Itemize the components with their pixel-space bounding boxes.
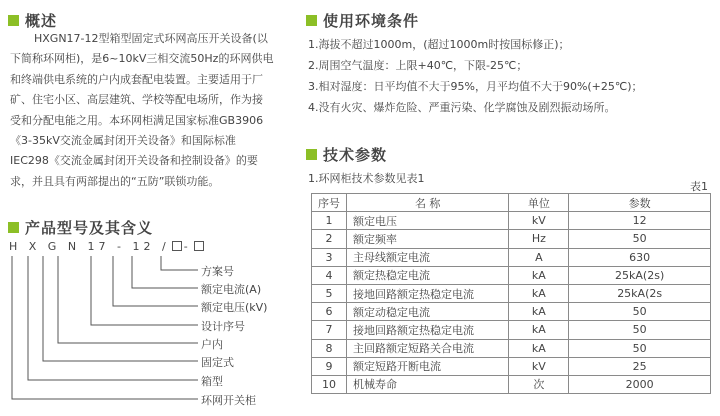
row-no: 7 xyxy=(312,321,347,339)
row-no: 3 xyxy=(312,248,347,266)
row-value: 12 xyxy=(569,212,711,230)
params-intro: 1.环网柜技术参数见表1 xyxy=(308,172,425,185)
model-code-prefix: H X G N 17 - 12 / xyxy=(9,240,170,253)
row-unit: 次 xyxy=(509,375,569,393)
row-value: 50 xyxy=(569,303,711,321)
row-no: 4 xyxy=(312,266,347,284)
rated-voltage-label: 额定电压(kV) xyxy=(201,301,268,314)
overview-line: 和终端供电系统的户内成套配电装置。主要适用于厂 xyxy=(10,72,263,86)
row-unit: kV xyxy=(509,357,569,375)
table-row xyxy=(312,357,711,375)
table-row xyxy=(312,230,711,248)
rated-current-label: 额定电流(A) xyxy=(201,283,262,296)
overview-line: 矿、住宅小区、高层建筑、学校等配电场所，作为接 xyxy=(10,93,263,107)
table-row xyxy=(312,303,711,321)
table-row xyxy=(312,375,711,393)
row-no: 2 xyxy=(312,230,347,248)
table-label: 表1 xyxy=(690,180,708,193)
col-header-unit: 单位 xyxy=(509,194,569,212)
row-value: 2000 xyxy=(569,375,711,393)
overview-line: 下简称环网柜)，是6~10kV三相交流50Hz的环网供电 xyxy=(10,52,274,66)
row-no: 1 xyxy=(312,212,347,230)
params-header xyxy=(306,144,387,165)
row-name: 主母线额定电流 xyxy=(346,248,508,266)
row-no: 6 xyxy=(312,303,347,321)
row-value: 25kA(2s xyxy=(569,284,711,302)
row-name: 额定热稳定电流 xyxy=(346,266,508,284)
section-marker-icon xyxy=(306,15,317,26)
environment-heading: 使用环境条件 xyxy=(323,12,420,30)
row-name: 额定短路开断电流 xyxy=(346,357,508,375)
table-row xyxy=(312,284,711,302)
row-value: 50 xyxy=(569,339,711,357)
model-heading: 产品型号及其含义 xyxy=(25,219,154,237)
overview-line: IEC298《交流金属封闭开关设备和控制设备》的要 xyxy=(10,154,258,168)
model-code-dash: - xyxy=(183,240,192,253)
environment-item: 4.没有火灾、爆炸危险、严重污染、化学腐蚀及剧烈振动场所。 xyxy=(308,101,616,114)
row-value: 50 xyxy=(569,321,711,339)
environment-header xyxy=(306,10,419,31)
col-header-no: 序号 xyxy=(312,194,347,212)
row-unit: kA xyxy=(509,321,569,339)
table-row xyxy=(312,212,711,230)
fixed-type-label: 固定式 xyxy=(201,356,234,369)
scheme-no-label: 方案号 xyxy=(201,265,234,278)
params-heading: 技术参数 xyxy=(323,146,388,164)
table-row xyxy=(312,266,711,284)
row-unit: kV xyxy=(509,212,569,230)
params-table xyxy=(311,193,711,394)
row-name: 接地回路额定热稳定电流 xyxy=(346,321,508,339)
row-no: 5 xyxy=(312,284,347,302)
row-unit: kA xyxy=(509,266,569,284)
col-header-value: 参数 xyxy=(569,194,711,212)
row-unit: A xyxy=(509,248,569,266)
table-header-row xyxy=(312,194,711,212)
row-unit: kA xyxy=(509,303,569,321)
row-unit: kA xyxy=(509,284,569,302)
col-header-name: 名 称 xyxy=(346,194,508,212)
row-name: 额定动稳定电流 xyxy=(346,303,508,321)
row-name: 额定频率 xyxy=(346,230,508,248)
table-row xyxy=(312,339,711,357)
overview-line: 求，并且具有两部提出的“五防”联锁功能。 xyxy=(10,174,220,188)
row-value: 25kA(2s) xyxy=(569,266,711,284)
overview-line: 《3-35kV交流金属封闭开关设备》和国际标准 xyxy=(10,134,236,148)
table-row xyxy=(312,248,711,266)
row-no: 8 xyxy=(312,339,347,357)
row-name: 额定电压 xyxy=(346,212,508,230)
table-row xyxy=(312,321,711,339)
row-value: 630 xyxy=(569,248,711,266)
overview-line: HXGN17-12型箱型固定式环网高压开关设备(以 xyxy=(34,32,268,45)
environment-list xyxy=(308,34,643,118)
row-name: 主回路额定短路关合电流 xyxy=(346,339,508,357)
row-name: 机械寿命 xyxy=(346,375,508,393)
environment-item: 2.周围空气温度：上限+40℃，下限-25℃； xyxy=(308,59,528,72)
overview-line: 受和分配电能之用。本环网柜满足国家标准GB3906 xyxy=(10,113,264,127)
row-no: 10 xyxy=(312,375,347,393)
row-unit: Hz xyxy=(509,230,569,248)
row-no: 9 xyxy=(312,357,347,375)
row-value: 50 xyxy=(569,230,711,248)
environment-item: 3.相对湿度：日平均值不大于95%，月平均值不大于90%(+25℃)； xyxy=(308,80,643,93)
design-no-label: 设计序号 xyxy=(201,320,245,333)
section-marker-icon xyxy=(306,149,317,160)
row-value: 25 xyxy=(569,357,711,375)
environment-item: 1.海拔不超过1000m，(超过1000m时按国标修正)； xyxy=(308,38,570,51)
box-type-label: 箱型 xyxy=(201,375,223,388)
ring-switchgear-label: 环网开关柜 xyxy=(201,394,256,407)
row-name: 接地回路额定热稳定电流 xyxy=(346,284,508,302)
overview-heading: 概述 xyxy=(25,12,58,30)
row-unit: kA xyxy=(509,339,569,357)
indoor-label: 户内 xyxy=(201,338,223,351)
